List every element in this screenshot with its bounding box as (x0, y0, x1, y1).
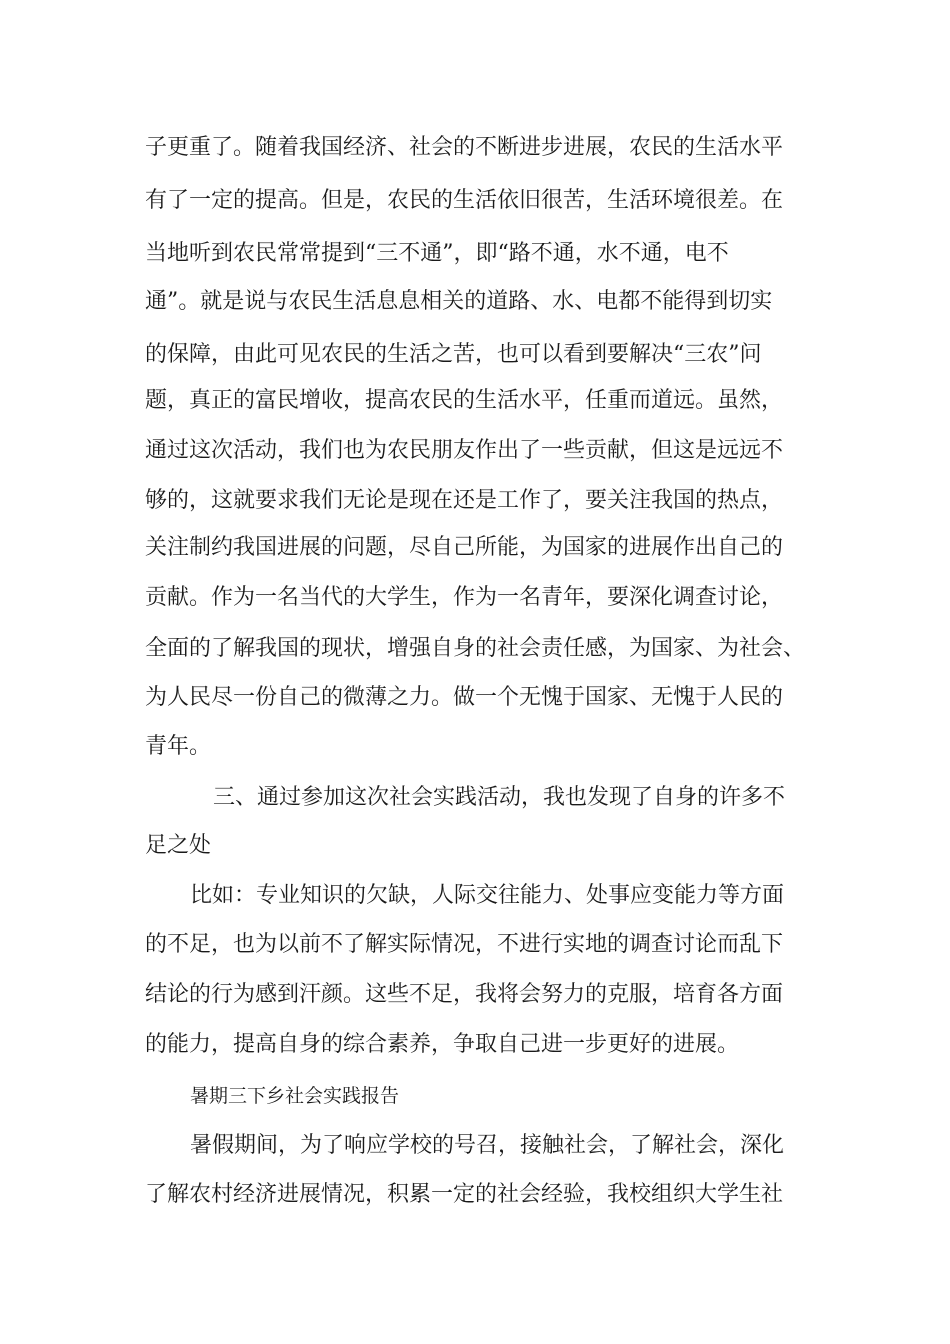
report-title: 暑期三下乡社会实践报告 (190, 1085, 400, 1107)
body-text-line: 的能力，提高自身的综合素养，争取自己进一步更好的进展。 (145, 1032, 740, 1057)
body-text-line: 结论的行为感到汗颜。这些不足，我将会努力的克服，培育各方面 (145, 982, 784, 1007)
body-text-line: 当地听到农民常常提到“三不通”，即“路不通，水不通，电不 (145, 241, 729, 266)
section-heading-line: 足之处 (145, 833, 212, 858)
body-text-line: 了解农村经济进展情况，积累一定的社会经验，我校组织大学生社 (145, 1182, 784, 1207)
body-text-line: 的不足，也为以前不了解实际情况，不进行实地的调查讨论而乱下 (145, 932, 784, 957)
body-text-line: 关注制约我国进展的问题，尽自己所能，为国家的进展作出自己的 (145, 535, 784, 560)
body-text-line: 全面的了解我国的现状，增强自身的社会责任感，为国家、为社会、 (145, 636, 806, 661)
body-text-line: 够的，这就要求我们无论是现在还是工作了，要关注我国的热点， (145, 488, 784, 513)
body-text-line: 有了一定的提高。但是，农民的生活依旧很苦，生活环境很差。在 (145, 188, 784, 213)
body-text-line: 的保障，由此可见农民的生活之苦，也可以看到要解决“三农”问 (145, 342, 762, 367)
body-text-line: 贡献。作为一名当代的大学生，作为一名青年，要深化调查讨论， (145, 585, 784, 610)
body-text-line: 子更重了。随着我国经济、社会的不断进步进展，农民的生活水平 (145, 135, 784, 160)
body-text-line: 为人民尽一份自己的微薄之力。做一个无愧于国家、无愧于人民的 (145, 685, 784, 710)
body-text-line: 通过这次活动，我们也为农民朋友作出了一些贡献，但这是远远不 (145, 438, 784, 463)
body-text-line: 通”。就是说与农民生活息息相关的道路、水、电都不能得到切实 (145, 289, 773, 314)
body-text-line: 暑假期间，为了响应学校的号召，接触社会，了解社会，深化 (190, 1133, 785, 1158)
body-text-line: 比如：专业知识的欠缺，人际交往能力、处事应变能力等方面 (190, 883, 785, 908)
body-text-line: 青年。 (145, 734, 212, 759)
section-heading-line: 三、通过参加这次社会实践活动，我也发现了自身的许多不 (213, 785, 786, 810)
body-text-line: 题，真正的富民增收，提高农民的生活水平，任重而道远。虽然， (145, 388, 784, 413)
